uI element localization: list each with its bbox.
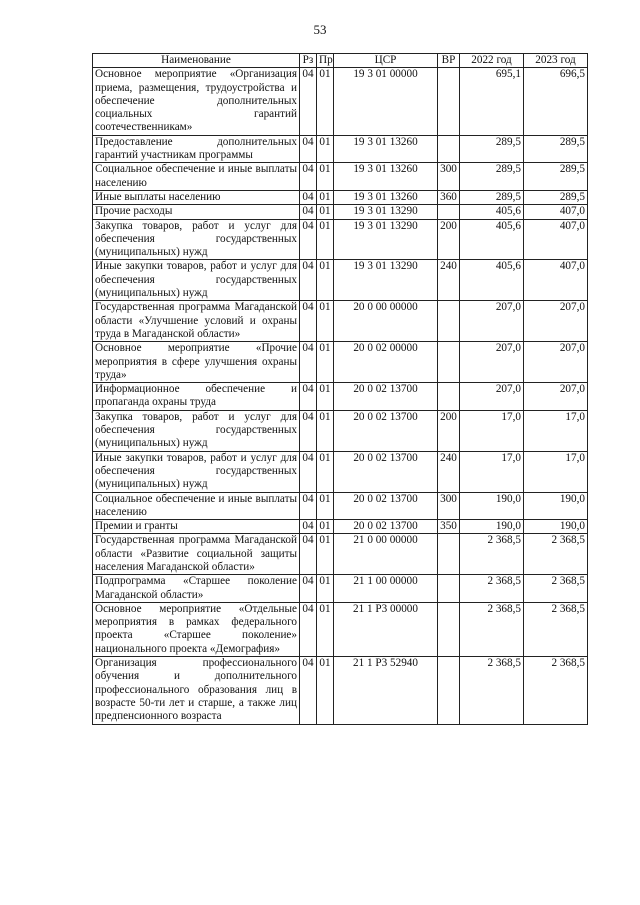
cell-2022: 17,0 xyxy=(460,410,524,451)
cell-rz: 04 xyxy=(300,135,317,163)
cell-name: Информационное обеспечение и пропаганда охраны труда xyxy=(93,383,300,411)
cell-csr: 19 3 01 13290 xyxy=(334,260,438,301)
cell-2023: 289,5 xyxy=(524,163,588,191)
cell-vr xyxy=(438,68,460,135)
table-row xyxy=(93,383,588,411)
cell-name: Подпрограмма «Старшее поколение Магаданской области» xyxy=(93,575,300,603)
table-row xyxy=(93,410,588,451)
cell-pr: 01 xyxy=(317,451,334,492)
cell-2022: 190,0 xyxy=(460,492,524,520)
cell-pr: 01 xyxy=(317,260,334,301)
cell-csr: 21 1 P3 00000 xyxy=(334,602,438,656)
cell-2022: 289,5 xyxy=(460,190,524,204)
cell-csr: 21 1 00 00000 xyxy=(334,575,438,603)
cell-name: Социальное обеспечение и иные выплаты населению xyxy=(93,492,300,520)
cell-2022: 2 368,5 xyxy=(460,575,524,603)
cell-2023: 2 368,5 xyxy=(524,575,588,603)
cell-csr: 20 0 02 13700 xyxy=(334,410,438,451)
cell-rz: 04 xyxy=(300,68,317,135)
table-row xyxy=(93,342,588,383)
table-row xyxy=(93,575,588,603)
cell-csr: 20 0 02 13700 xyxy=(334,492,438,520)
cell-pr: 01 xyxy=(317,602,334,656)
cell-vr: 300 xyxy=(438,163,460,191)
cell-name: Основное мероприятие «Отдельные мероприятия в рамках федерального проекта «Старшее поколение» национального проекта «Демография» xyxy=(93,602,300,656)
table-row xyxy=(93,190,588,204)
cell-pr: 01 xyxy=(317,301,334,342)
cell-2023: 2 368,5 xyxy=(524,602,588,656)
cell-vr: 350 xyxy=(438,520,460,534)
table-row xyxy=(93,657,588,724)
cell-vr xyxy=(438,135,460,163)
header-pr: Пр xyxy=(317,54,334,68)
cell-csr: 20 0 02 13700 xyxy=(334,383,438,411)
header-2023: 2023 год xyxy=(524,54,588,68)
cell-pr: 01 xyxy=(317,68,334,135)
table-row xyxy=(93,163,588,191)
cell-csr: 19 3 01 00000 xyxy=(334,68,438,135)
cell-2023: 407,0 xyxy=(524,205,588,219)
cell-rz: 04 xyxy=(300,163,317,191)
cell-pr: 01 xyxy=(317,575,334,603)
cell-rz: 04 xyxy=(300,575,317,603)
cell-vr xyxy=(438,657,460,724)
cell-pr: 01 xyxy=(317,657,334,724)
cell-name: Предоставление дополнительных гарантий участникам программы xyxy=(93,135,300,163)
cell-vr xyxy=(438,301,460,342)
table-row xyxy=(93,301,588,342)
cell-name: Основное мероприятие «Прочие мероприятия в сфере улучшения охраны труда» xyxy=(93,342,300,383)
cell-name: Закупка товаров, работ и услуг для обеспечения государственных (муниципальных) нужд xyxy=(93,410,300,451)
cell-pr: 01 xyxy=(317,205,334,219)
table-row xyxy=(93,451,588,492)
cell-rz: 04 xyxy=(300,602,317,656)
cell-2023: 207,0 xyxy=(524,342,588,383)
cell-rz: 04 xyxy=(300,451,317,492)
table-row xyxy=(93,68,588,135)
cell-name: Государственная программа Магаданской области «Улучшение условий и охраны труда в Магаданской области» xyxy=(93,301,300,342)
cell-vr xyxy=(438,534,460,575)
cell-2022: 405,6 xyxy=(460,260,524,301)
cell-csr: 20 0 00 00000 xyxy=(334,301,438,342)
header-2022: 2022 год xyxy=(460,54,524,68)
cell-2022: 207,0 xyxy=(460,301,524,342)
cell-2023: 17,0 xyxy=(524,410,588,451)
cell-csr: 21 0 00 00000 xyxy=(334,534,438,575)
cell-pr: 01 xyxy=(317,163,334,191)
cell-2022: 207,0 xyxy=(460,342,524,383)
cell-2023: 407,0 xyxy=(524,260,588,301)
cell-csr: 20 0 02 13700 xyxy=(334,520,438,534)
cell-2022: 695,1 xyxy=(460,68,524,135)
cell-2022: 2 368,5 xyxy=(460,657,524,724)
cell-name: Иные выплаты населению xyxy=(93,190,300,204)
page-number: 53 xyxy=(313,22,327,37)
cell-vr: 240 xyxy=(438,260,460,301)
cell-vr: 200 xyxy=(438,410,460,451)
cell-name: Основное мероприятие «Организация приема, размещения, трудоустройства и обеспечение дополнительных социальных гарантий соотечественникам» xyxy=(93,68,300,135)
header-rz: Рз xyxy=(300,54,317,68)
table-header-row xyxy=(93,54,588,68)
table-row xyxy=(93,219,588,260)
cell-pr: 01 xyxy=(317,135,334,163)
cell-2023: 2 368,5 xyxy=(524,657,588,724)
cell-2023: 289,5 xyxy=(524,135,588,163)
cell-rz: 04 xyxy=(300,301,317,342)
cell-2022: 190,0 xyxy=(460,520,524,534)
cell-2022: 17,0 xyxy=(460,451,524,492)
cell-2022: 289,5 xyxy=(460,135,524,163)
header-csr: ЦСР xyxy=(334,54,438,68)
cell-vr xyxy=(438,342,460,383)
table-row xyxy=(93,492,588,520)
cell-vr: 200 xyxy=(438,219,460,260)
cell-csr: 20 0 02 00000 xyxy=(334,342,438,383)
cell-rz: 04 xyxy=(300,520,317,534)
cell-2023: 289,5 xyxy=(524,190,588,204)
cell-name: Социальное обеспечение и иные выплаты населению xyxy=(93,163,300,191)
cell-name: Прочие расходы xyxy=(93,205,300,219)
cell-csr: 19 3 01 13290 xyxy=(334,219,438,260)
cell-rz: 04 xyxy=(300,190,317,204)
cell-pr: 01 xyxy=(317,410,334,451)
cell-vr xyxy=(438,383,460,411)
cell-2023: 17,0 xyxy=(524,451,588,492)
cell-csr: 19 3 01 13260 xyxy=(334,135,438,163)
cell-rz: 04 xyxy=(300,410,317,451)
cell-vr xyxy=(438,575,460,603)
cell-name: Закупка товаров, работ и услуг для обеспечения государственных (муниципальных) нужд xyxy=(93,219,300,260)
cell-csr: 21 1 P3 52940 xyxy=(334,657,438,724)
cell-vr: 240 xyxy=(438,451,460,492)
cell-csr: 19 3 01 13260 xyxy=(334,190,438,204)
cell-rz: 04 xyxy=(300,219,317,260)
cell-rz: 04 xyxy=(300,205,317,219)
cell-name: Иные закупки товаров, работ и услуг для обеспечения государственных (муниципальных) нужд xyxy=(93,451,300,492)
cell-pr: 01 xyxy=(317,383,334,411)
cell-2023: 190,0 xyxy=(524,520,588,534)
cell-pr: 01 xyxy=(317,190,334,204)
cell-pr: 01 xyxy=(317,342,334,383)
cell-2022: 405,6 xyxy=(460,219,524,260)
table-row xyxy=(93,135,588,163)
table-row xyxy=(93,520,588,534)
cell-rz: 04 xyxy=(300,260,317,301)
cell-2022: 207,0 xyxy=(460,383,524,411)
table-row xyxy=(93,260,588,301)
table-body xyxy=(93,68,588,724)
cell-2022: 2 368,5 xyxy=(460,602,524,656)
cell-vr xyxy=(438,205,460,219)
cell-csr: 19 3 01 13290 xyxy=(334,205,438,219)
table-row xyxy=(93,205,588,219)
cell-name: Иные закупки товаров, работ и услуг для обеспечения государственных (муниципальных) нужд xyxy=(93,260,300,301)
cell-csr: 19 3 01 13260 xyxy=(334,163,438,191)
cell-rz: 04 xyxy=(300,383,317,411)
cell-rz: 04 xyxy=(300,657,317,724)
cell-2022: 405,6 xyxy=(460,205,524,219)
header-vr: ВР xyxy=(438,54,460,68)
budget-table xyxy=(92,53,588,725)
cell-rz: 04 xyxy=(300,492,317,520)
cell-rz: 04 xyxy=(300,534,317,575)
cell-pr: 01 xyxy=(317,520,334,534)
cell-vr: 300 xyxy=(438,492,460,520)
cell-pr: 01 xyxy=(317,534,334,575)
header-name: Наименование xyxy=(93,54,300,68)
cell-2023: 190,0 xyxy=(524,492,588,520)
cell-name: Организация профессионального обучения и дополнительного профессионального образования лиц в возрасте 50-ти лет и старше, а также лиц предпенсионного возраста xyxy=(93,657,300,724)
cell-2022: 2 368,5 xyxy=(460,534,524,575)
cell-2023: 207,0 xyxy=(524,301,588,342)
cell-rz: 04 xyxy=(300,342,317,383)
cell-2023: 2 368,5 xyxy=(524,534,588,575)
cell-name: Премии и гранты xyxy=(93,520,300,534)
cell-2022: 289,5 xyxy=(460,163,524,191)
cell-name: Государственная программа Магаданской области «Развитие социальной защиты населения Магаданской области» xyxy=(93,534,300,575)
cell-2023: 696,5 xyxy=(524,68,588,135)
cell-vr: 360 xyxy=(438,190,460,204)
cell-csr: 20 0 02 13700 xyxy=(334,451,438,492)
cell-pr: 01 xyxy=(317,492,334,520)
cell-vr xyxy=(438,602,460,656)
table-row xyxy=(93,602,588,656)
table-row xyxy=(93,534,588,575)
cell-2023: 207,0 xyxy=(524,383,588,411)
cell-pr: 01 xyxy=(317,219,334,260)
cell-2023: 407,0 xyxy=(524,219,588,260)
